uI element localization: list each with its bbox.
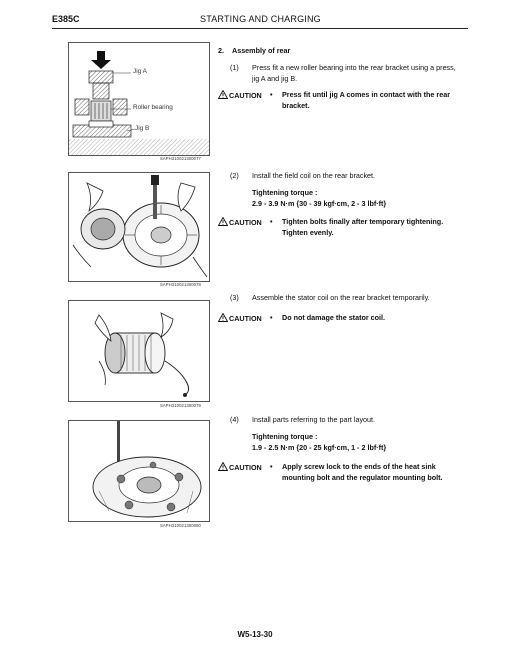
step-1-text: Press fit a new roller bearing into the rear bracket using a press, jig A and jig B. xyxy=(252,63,456,83)
caution-3 xyxy=(218,313,262,323)
section-title: Assembly of rear xyxy=(232,46,291,55)
roller-bearing-shape xyxy=(91,101,111,121)
caution-4-text: • Apply screw lock to the ends of the heat sink mounting bolt and the regulator mounting bolt. xyxy=(270,462,456,483)
figure-field-coil xyxy=(68,172,210,282)
figure-stator-coil xyxy=(68,300,210,402)
step-3-text: Assemble the stator coil on the rear bracket temporarily. xyxy=(252,293,430,302)
model-code: E385C xyxy=(52,14,80,24)
header-rule xyxy=(52,28,468,29)
press-fit-diagram xyxy=(69,43,209,155)
figure2-code: SAPH310021300078 xyxy=(160,282,201,287)
caution-label: CAUTION xyxy=(229,463,262,472)
label-jig-b: Jig B xyxy=(135,125,150,132)
step-2-text: Install the field coil on the rear bracket. xyxy=(252,171,376,180)
page-number: W5-13-30 xyxy=(237,630,273,639)
warning-triangle-icon xyxy=(218,217,228,226)
warning-triangle-icon xyxy=(218,462,228,471)
caution-label: CAUTION xyxy=(229,314,262,323)
figure-press-fit xyxy=(68,42,210,156)
jig-a-shape xyxy=(89,71,113,83)
caution-1-message: Press fit until jig A comes in contact with the rear bracket. xyxy=(282,90,451,110)
step-1-number: (1) xyxy=(230,63,239,72)
step-2-torque-label: Tightening torque : xyxy=(252,188,318,197)
warning-triangle-icon xyxy=(218,90,228,99)
caution-4 xyxy=(218,462,262,472)
figure4-code: SAPH310021300080 xyxy=(160,523,201,528)
caution-label: CAUTION xyxy=(229,91,262,100)
caution-2-message: Tighten bolts finally after temporary tightening. Tighten evenly. xyxy=(282,217,444,237)
step-4-text: Install parts referring to the part layout. xyxy=(252,415,376,424)
housing-shape xyxy=(75,99,89,115)
step-2-torque-value: 2.9 - 3.9 N·m {30 - 39 kgf·cm, 2 - 3 lbf·ft} xyxy=(252,199,387,208)
warning-triangle-icon xyxy=(218,313,228,322)
caution-2-text: • Tighten bolts finally after temporary tightening. Tighten evenly. xyxy=(270,217,456,238)
page-title: STARTING AND CHARGING xyxy=(200,14,321,24)
step-4-torque-label: Tightening torque : xyxy=(252,432,318,441)
press-arrow-icon xyxy=(91,51,111,69)
caution-label: CAUTION xyxy=(229,218,262,227)
caution-1-text: • Press fit until jig A comes in contact with the rear bracket. xyxy=(270,90,456,111)
label-roller-bearing: Roller bearing xyxy=(133,104,173,111)
caution-4-message: Apply screw lock to the ends of the heat sink mounting bolt and the regulator mounting bolt. xyxy=(282,462,443,482)
step-4-torque-value: 1.9 - 2.5 N·m {20 - 25 kgf·cm, 1 - 2 lbf·ft} xyxy=(252,443,387,452)
step-4-number: (4) xyxy=(230,415,239,424)
stator-coil-illustration xyxy=(69,301,209,401)
caution-2 xyxy=(218,217,262,227)
section-number: 2. xyxy=(218,46,224,55)
step-3-number: (3) xyxy=(230,293,239,302)
caution-3-text: • Do not damage the stator coil. xyxy=(270,313,456,324)
figure-parts-install xyxy=(68,420,210,522)
caution-1 xyxy=(218,90,262,100)
step-2-number: (2) xyxy=(230,171,239,180)
caution-3-message: Do not damage the stator coil. xyxy=(282,313,386,322)
figure1-code: SAPH310021300077 xyxy=(160,156,201,161)
figure3-code: SAPH310021300079 xyxy=(160,403,201,408)
field-coil-illustration xyxy=(69,173,209,281)
label-jig-a: Jig A xyxy=(133,68,147,75)
parts-install-illustration xyxy=(69,421,209,521)
